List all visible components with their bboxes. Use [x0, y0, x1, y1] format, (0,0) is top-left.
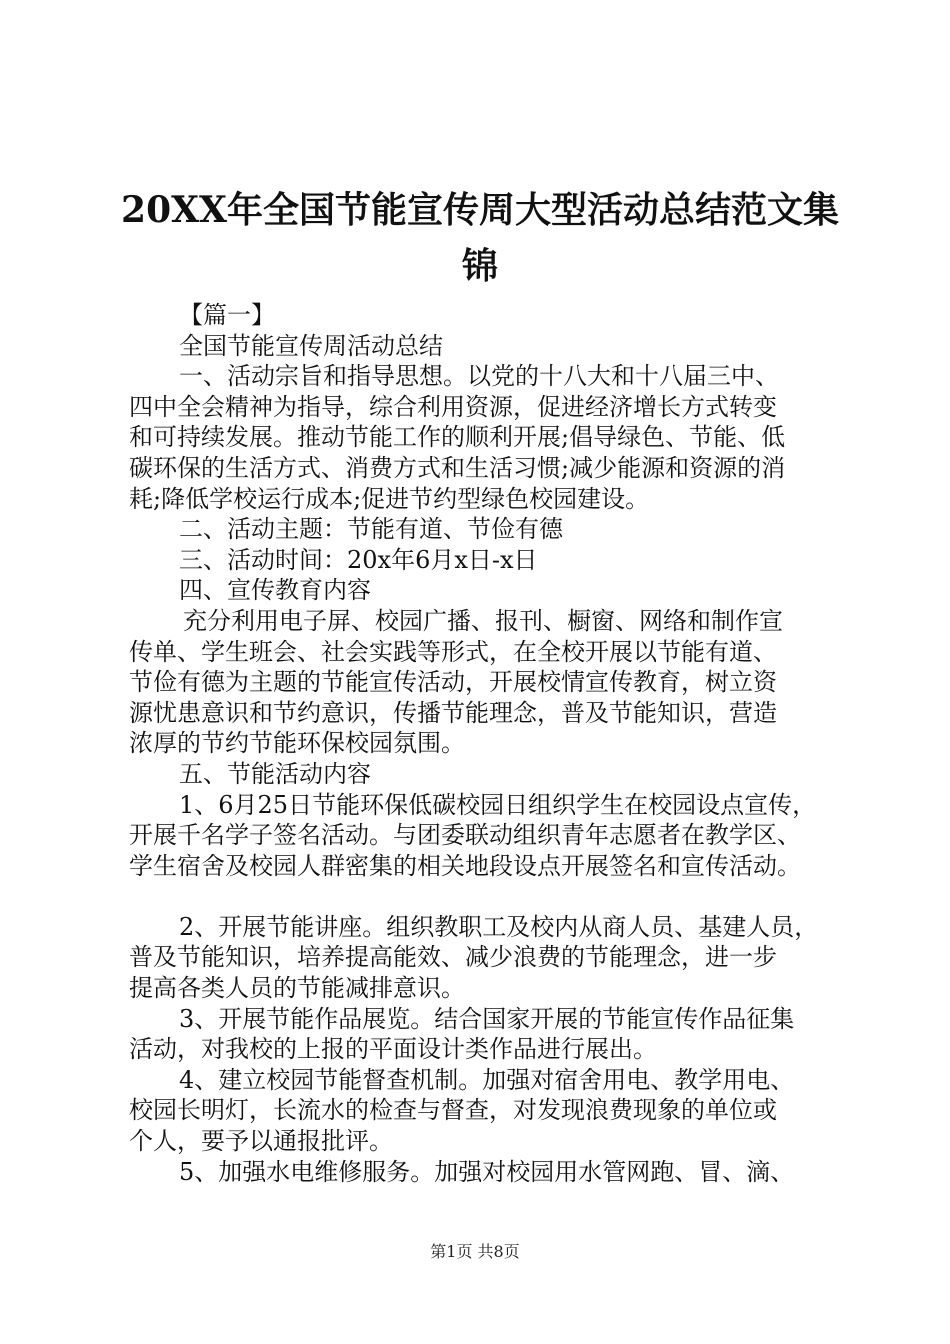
paragraph-line: 提高各类人员的节能减排意识。: [129, 974, 465, 1003]
paragraph-line: 1、6月25日节能环保低碳校园日组织学生在校园设点宣传，: [179, 790, 817, 819]
paragraph-line: 碳环保的生活方式、消费方式和生活习惯;减少能源和资源的消: [129, 453, 786, 482]
paragraph-line: 传单、学生班会、社会实践等形式，在全校开展以节能有道、: [129, 637, 777, 666]
paragraph-line: 源忧患意识和节约意识，传播节能理念，普及节能知识，营造: [129, 698, 777, 727]
paragraph-line: 和可持续发展。推动节能工作的顺利开展;倡导绿色、节能、低: [129, 423, 786, 452]
subtitle: 全国节能宣传周活动总结: [179, 331, 443, 360]
paragraph-line: 四、宣传教育内容: [179, 576, 371, 605]
document-title: 20XX年全国节能宣传周大型活动总结范文集: [121, 189, 839, 231]
paragraph-line: 个人，要予以通报批评。: [129, 1127, 393, 1156]
paragraph-line: 五、节能活动内容: [179, 759, 371, 788]
paragraph-line: 一、活动宗旨和指导思想。以党的十八大和十八届三中、: [179, 362, 779, 391]
blank-line: [129, 881, 849, 912]
paragraph-line: 5、加强水电维修服务。加强对校园用水管网跑、冒、滴、: [179, 1157, 795, 1186]
paragraph-line: 充分利用电子屏、校园广播、报刊、橱窗、网络和制作宣: [183, 606, 783, 635]
paragraph-line: 耗;降低学校运行成本;促进节约型绿色校园建设。: [129, 484, 650, 513]
paragraph-line: 四中全会精神为指导，综合利用资源，促进经济增长方式转变: [129, 392, 777, 421]
document-title-continued: 锦: [461, 245, 498, 287]
section-heading: 【篇一】: [179, 301, 275, 329]
paragraph-line: 2、开展节能讲座。组织教职工及校内从商人员、基建人员，: [179, 912, 819, 941]
paragraph-line: 浓厚的节约节能环保校园氛围。: [129, 729, 465, 758]
paragraph-line: 普及节能知识，培养提高能效、减少浪费的节能理念，进一步: [129, 943, 777, 972]
paragraph-line: 二、活动主题：节能有道、节俭有德: [179, 515, 563, 544]
paragraph-line: 活动，对我校的上报的平面设计类作品进行展出。: [129, 1035, 657, 1064]
paragraph-line: 校园长明灯，长流水的检查与督查，对发现浪费现象的单位或: [129, 1096, 777, 1125]
paragraph-line: 三、活动时间：20x年6月x日-x日: [179, 545, 538, 574]
document-body: [129, 300, 849, 1187]
page-footer: 第1页 共8页: [430, 1242, 520, 1261]
paragraph-line: 4、建立校园节能督查机制。加强对宿舍用电、教学用电、: [179, 1065, 795, 1094]
paragraph-line: 开展千名学子签名活动。与团委联动组织青年志愿者在教学区、: [129, 821, 801, 850]
paragraph-line: 3、开展节能作品展览。结合国家开展的节能宣传作品征集: [179, 1004, 795, 1033]
paragraph-line: 学生宿舍及校园人群密集的相关地段设点开展签名和宣传活动。: [129, 851, 801, 880]
paragraph-line: 节俭有德为主题的节能宣传活动，开展校情宣传教育，树立资: [129, 668, 777, 697]
